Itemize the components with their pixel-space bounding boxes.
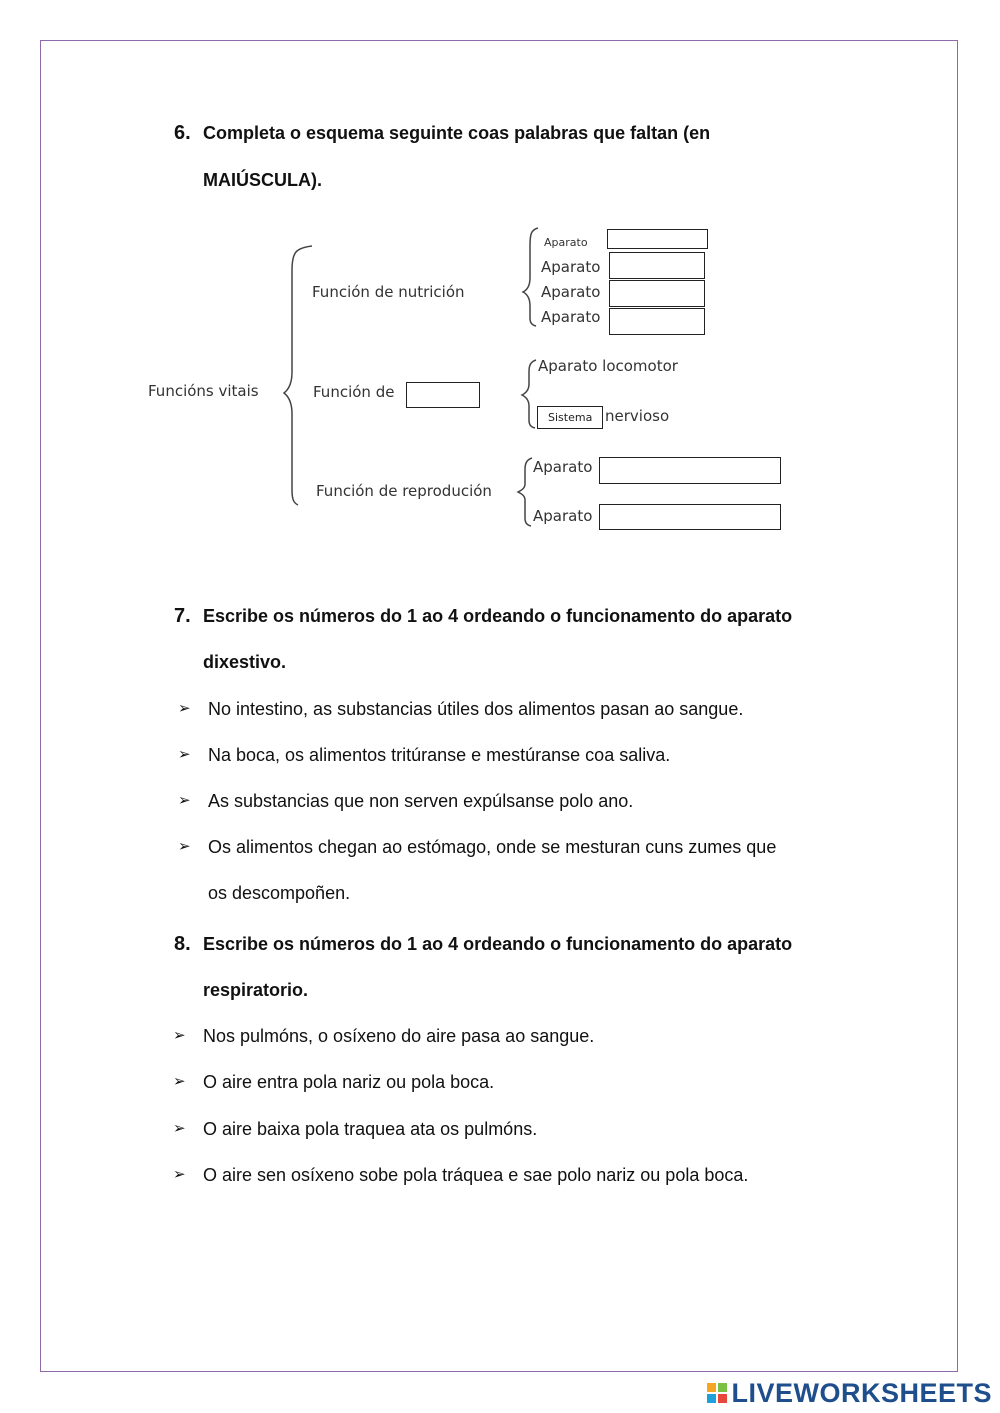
bullet-arrow-icon: ➢ [173, 1027, 186, 1044]
q8-item-1-text: Nos pulmóns, o osíxeno do aire pasa ao sangue. [203, 1026, 595, 1046]
question-7-line-2: dixestivo. [203, 652, 287, 672]
bullet-arrow-icon: ➢ [178, 700, 191, 717]
reproduction-aparato-1: Aparato [533, 458, 593, 476]
relation-locomotor: Aparato locomotor [538, 357, 678, 375]
question-7-line-1: Escribe os números do 1 ao 4 ordeando o funcionamento do aparato [203, 606, 793, 626]
q7-item-1 [178, 686, 858, 732]
question-8-number: 8. [174, 933, 191, 955]
scheme-nutrition: Función de nutrición [312, 283, 465, 301]
q8-item-1 [173, 1013, 853, 1059]
nutrition-answer-box-4[interactable] [609, 308, 705, 335]
nutrition-aparato-2: Aparato [541, 258, 601, 276]
logo-text: LIVEWORKSHEETS [731, 1377, 992, 1408]
q7-item-4-text: Os alimentos chegan ao estómago, onde se mesturan cuns zumes que [208, 837, 777, 857]
liveworksheets-logo [707, 1378, 992, 1408]
scheme-reproduction: Función de reprodución [316, 482, 492, 500]
question-6-number: 6. [174, 122, 191, 144]
q7-item-3-text: As substancias que non serven expúlsanse polo ano. [208, 791, 634, 811]
scheme-relation: Función de [313, 383, 395, 401]
q8-item-4 [173, 1152, 853, 1198]
q7-item-1-text: No intestino, as substancias útiles dos alimentos pasan ao sangue. [208, 699, 744, 719]
scheme-diagram [0, 0, 1000, 560]
relation-answer-box[interactable] [406, 382, 480, 408]
bullet-arrow-icon: ➢ [173, 1120, 186, 1137]
q7-item-4-text-cont: os descompoñen. [208, 883, 351, 903]
scheme-braces [0, 0, 1000, 560]
q7-item-2-text: Na boca, os alimentos tritúranse e mestúranse coa saliva. [208, 745, 671, 765]
bullet-arrow-icon: ➢ [173, 1073, 186, 1090]
bullet-arrow-icon: ➢ [178, 746, 191, 763]
question-8-line-1: Escribe os números do 1 ao 4 ordeando o funcionamento do aparato [203, 934, 793, 954]
nutrition-answer-box-1[interactable] [607, 229, 708, 249]
sistema-box [537, 406, 603, 429]
reproduction-aparato-2: Aparato [533, 507, 593, 525]
q7-item-2 [178, 732, 858, 778]
sistema-label: Sistema [548, 411, 593, 424]
nutrition-aparato-4: Aparato [541, 308, 601, 326]
nutrition-answer-box-3[interactable] [609, 280, 705, 307]
nutrition-aparato-3: Aparato [541, 283, 601, 301]
logo-squares-icon [707, 1383, 727, 1403]
q8-item-4-text: O aire sen osíxeno sobe pola tráquea e sae polo nariz ou pola boca. [203, 1165, 749, 1185]
q8-item-3 [173, 1106, 853, 1152]
q7-item-3 [178, 778, 858, 824]
reproduction-answer-box-2[interactable] [599, 504, 781, 530]
q8-item-2 [173, 1059, 853, 1105]
question-7-number: 7. [174, 605, 191, 627]
question-6-line-2: MAIÚSCULA). [203, 170, 322, 190]
q8-item-2-text: O aire entra pola nariz ou pola boca. [203, 1072, 495, 1092]
nutrition-answer-box-2[interactable] [609, 252, 705, 279]
q8-item-3-text: O aire baixa pola traquea ata os pulmóns. [203, 1119, 538, 1139]
question-6-line-1: Completa o esquema seguinte coas palabras que faltan (en [203, 123, 711, 143]
relation-nervioso: nervioso [605, 407, 670, 425]
q7-item-4 [178, 824, 858, 916]
bullet-arrow-icon: ➢ [178, 792, 191, 809]
nutrition-aparato-1: Aparato [544, 236, 588, 249]
bullet-arrow-icon: ➢ [173, 1166, 186, 1183]
scheme-root: Funcións vitais [148, 382, 259, 400]
question-8-line-2: respiratorio. [203, 980, 309, 1000]
reproduction-answer-box-1[interactable] [599, 457, 781, 484]
bullet-arrow-icon: ➢ [178, 838, 191, 855]
